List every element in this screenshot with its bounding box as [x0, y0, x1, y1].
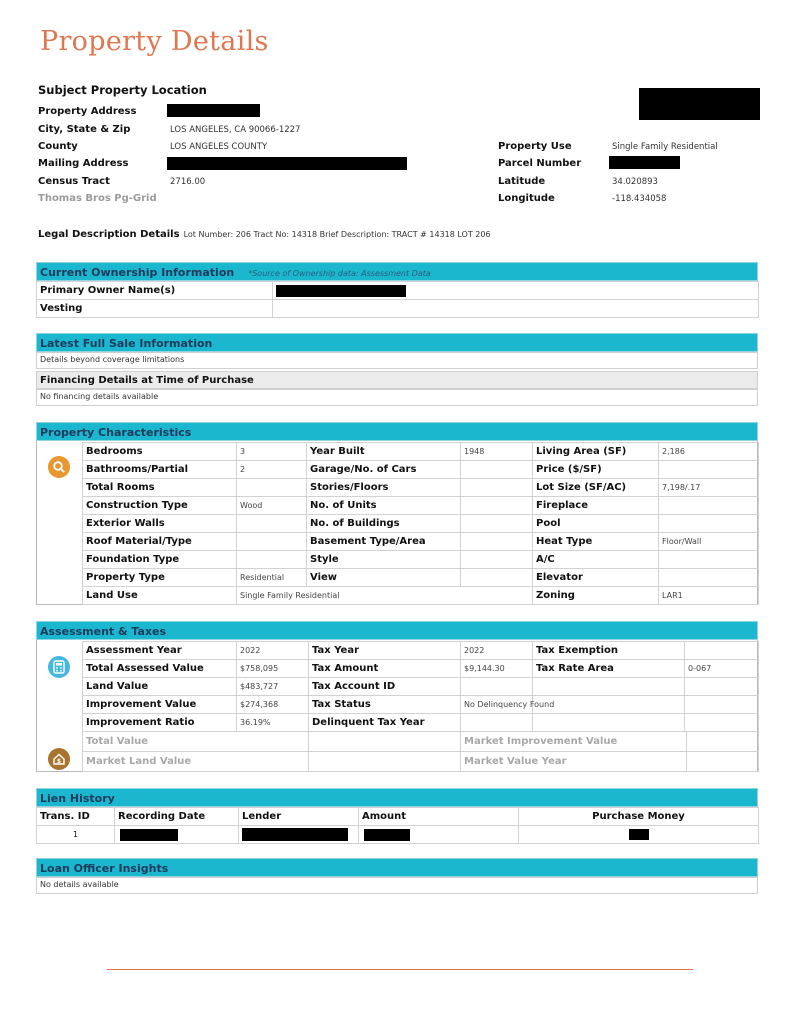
field-label [533, 678, 685, 696]
field-label: Delinquent Tax Year [309, 714, 461, 732]
footer-divider [107, 969, 693, 970]
field-label: Improvement Ratio [83, 714, 237, 732]
lien-section-header [36, 788, 758, 807]
table-row [83, 696, 759, 714]
field-value: $9,144.30 [461, 660, 533, 678]
zoning-value: LAR1 [659, 587, 759, 605]
characteristics-table [82, 442, 759, 605]
field-label: Total Assessed Value [83, 660, 237, 678]
field-label: Improvement Value [83, 696, 237, 714]
lien-table [36, 807, 759, 844]
field-value: $274,368 [237, 696, 309, 714]
redacted-property-address [167, 104, 260, 117]
field-label: A/C [533, 551, 659, 569]
field-value: Residential [237, 569, 307, 587]
lien-amount-value [359, 826, 519, 844]
redacted-lender [242, 828, 348, 841]
field-value [237, 479, 307, 497]
census-tract-label: Census Tract [38, 176, 110, 187]
field-label: Heat Type [533, 533, 659, 551]
house-dollar-icon [48, 748, 70, 770]
field-value [461, 551, 533, 569]
ownership-source-note: *Source of Ownership data: Assessment Data [248, 269, 431, 278]
field-label: Living Area (SF) [533, 443, 659, 461]
insights-header-title: Loan Officer Insights [40, 862, 169, 875]
lien-trans-id-value: 1 [37, 826, 115, 844]
field-value: No Delinquency Found [461, 696, 533, 714]
field-value: Wood [237, 497, 307, 515]
table-row [83, 678, 759, 696]
field-label: Basement Type/Area [307, 533, 461, 551]
market-land-value [309, 752, 461, 772]
insights-section-header [36, 858, 758, 877]
lien-header-title: Lien History [40, 792, 115, 805]
mailing-address-label: Mailing Address [38, 158, 129, 169]
field-label: No. of Buildings [307, 515, 461, 533]
table-row [83, 587, 759, 605]
field-label: Pool [533, 515, 659, 533]
ownership-table [36, 281, 759, 318]
field-label: Price ($/SF) [533, 461, 659, 479]
field-value: 3 [237, 443, 307, 461]
table-row [83, 714, 759, 732]
field-value: $758,095 [237, 660, 309, 678]
sale-header-title: Latest Full Sale Information [40, 337, 213, 350]
property-use-label: Property Use [498, 141, 572, 152]
primary-owner-value [273, 282, 759, 300]
ownership-header-title: Current Ownership Information [40, 266, 235, 279]
field-value: 2 [237, 461, 307, 479]
field-label: Roof Material/Type [83, 533, 237, 551]
field-label: Style [307, 551, 461, 569]
insights-value: No details available [36, 877, 758, 894]
field-value [685, 714, 759, 732]
total-value-value [309, 732, 461, 752]
table-row [83, 551, 759, 569]
table-row [83, 642, 759, 660]
field-value [461, 678, 533, 696]
legal-description-value: Lot Number: 206 Tract No: 14318 Brief Description: TRACT # 14318 LOT 206 [183, 230, 491, 239]
field-label: Elevator [533, 569, 659, 587]
lien-col-purchase-money: Purchase Money [519, 808, 759, 826]
field-value [659, 569, 759, 587]
field-value: 36.19% [237, 714, 309, 732]
field-value [461, 461, 533, 479]
lien-lender-value [239, 826, 359, 844]
market-value-table [82, 731, 759, 772]
zoning-label: Zoning [533, 587, 659, 605]
field-value: 2022 [237, 642, 309, 660]
city-state-zip-label: City, State & Zip [38, 124, 131, 135]
vesting-label: Vesting [37, 300, 273, 318]
field-value: 2,186 [659, 443, 759, 461]
field-value [237, 533, 307, 551]
financing-details-label: Financing Details at Time of Purchase [36, 371, 758, 389]
table-row [37, 282, 759, 300]
subject-heading: Subject Property Location [38, 83, 207, 97]
characteristics-section-header [36, 422, 758, 441]
lien-purchase-money-value [519, 826, 759, 844]
field-label: Foundation Type [83, 551, 237, 569]
table-row [83, 479, 759, 497]
market-year-label: Market Value Year [461, 752, 687, 772]
county-label: County [38, 141, 78, 152]
redacted-photo-block [639, 88, 760, 120]
table-row [37, 300, 759, 318]
census-tract-value: 2716.00 [170, 177, 206, 187]
table-row [37, 826, 759, 844]
assessment-header-title: Assessment & Taxes [40, 625, 167, 638]
field-value [659, 551, 759, 569]
field-label: Assessment Year [83, 642, 237, 660]
field-label: Bathrooms/Partial [83, 461, 237, 479]
field-value [685, 678, 759, 696]
financing-details-value: No financing details available [36, 389, 758, 406]
redacted-mailing-address [167, 157, 407, 170]
field-value [685, 642, 759, 660]
field-value: Floor/Wall [659, 533, 759, 551]
field-value [461, 533, 533, 551]
lien-col-recording-date: Recording Date [115, 808, 239, 826]
table-row [83, 533, 759, 551]
field-value: 2022 [461, 642, 533, 660]
field-value [659, 515, 759, 533]
market-improvement-value [687, 732, 759, 752]
field-value [659, 497, 759, 515]
field-value [685, 696, 759, 714]
field-label: View [307, 569, 461, 587]
field-label: Land Value [83, 678, 237, 696]
land-use-value: Single Family Residential [237, 587, 533, 605]
market-year-value [687, 752, 759, 772]
assessment-section-header [36, 621, 758, 640]
field-label: Tax Rate Area [533, 660, 685, 678]
field-label [533, 696, 685, 714]
table-row [83, 497, 759, 515]
field-value: 0-067 [685, 660, 759, 678]
property-use-value: Single Family Residential [612, 142, 718, 152]
table-row [83, 732, 759, 752]
field-label: Garage/No. of Cars [307, 461, 461, 479]
field-label: Year Built [307, 443, 461, 461]
field-label: Total Rooms [83, 479, 237, 497]
calculator-icon [48, 656, 70, 678]
redacted-owner-name [276, 285, 406, 297]
field-label: No. of Units [307, 497, 461, 515]
table-row [83, 443, 759, 461]
redacted-amount [364, 829, 410, 841]
redacted-parcel-number [609, 156, 680, 169]
page-title: Property Details [40, 26, 269, 57]
table-row [37, 808, 759, 826]
lien-col-amount: Amount [359, 808, 519, 826]
lien-recording-date-value [115, 826, 239, 844]
vesting-value [273, 300, 759, 318]
field-value [461, 714, 533, 732]
redacted-purchase-money [629, 829, 649, 840]
field-label: Property Type [83, 569, 237, 587]
redacted-recording-date [120, 829, 178, 841]
market-improvement-label: Market Improvement Value [461, 732, 687, 752]
field-label: Tax Status [309, 696, 461, 714]
city-state-zip-value: LOS ANGELES, CA 90066-1227 [170, 125, 301, 135]
field-label [533, 714, 685, 732]
field-label: Construction Type [83, 497, 237, 515]
legal-description-label: Legal Description Details [38, 229, 180, 240]
table-row [83, 660, 759, 678]
field-label: Tax Account ID [309, 678, 461, 696]
field-value [659, 461, 759, 479]
magnifier-icon [48, 456, 70, 478]
field-value [237, 515, 307, 533]
characteristics-header-title: Property Characteristics [40, 426, 192, 439]
table-row [83, 461, 759, 479]
land-use-label: Land Use [83, 587, 237, 605]
lien-col-trans-id: Trans. ID [37, 808, 115, 826]
field-label: Tax Amount [309, 660, 461, 678]
sale-details-text: Details beyond coverage limitations [36, 352, 758, 369]
svg-text:$: $ [56, 758, 62, 766]
field-label: Lot Size (SF/AC) [533, 479, 659, 497]
field-value: $483,727 [237, 678, 309, 696]
field-value [461, 479, 533, 497]
field-label: Tax Exemption [533, 642, 685, 660]
field-value: 1948 [461, 443, 533, 461]
sale-section-header [36, 333, 758, 352]
parcel-number-label: Parcel Number [498, 158, 582, 169]
field-value [461, 497, 533, 515]
longitude-value: -118.434058 [612, 194, 667, 204]
ownership-section-header [36, 262, 758, 281]
field-value [461, 569, 533, 587]
field-value [461, 515, 533, 533]
field-label: Stories/Floors [307, 479, 461, 497]
field-label: Tax Year [309, 642, 461, 660]
field-label: Exterior Walls [83, 515, 237, 533]
thomas-bros-label: Thomas Bros Pg-Grid [38, 193, 157, 204]
table-row [83, 515, 759, 533]
field-label: Fireplace [533, 497, 659, 515]
longitude-label: Longitude [498, 193, 555, 204]
primary-owner-label: Primary Owner Name(s) [37, 282, 273, 300]
field-label: Bedrooms [83, 443, 237, 461]
legal-description [38, 229, 491, 240]
county-value: LOS ANGELES COUNTY [170, 142, 268, 152]
total-value-label: Total Value [83, 732, 309, 752]
lien-col-lender: Lender [239, 808, 359, 826]
property-address-label: Property Address [38, 106, 137, 117]
field-value: 7,198/.17 [659, 479, 759, 497]
assessment-table [82, 641, 759, 732]
field-value [237, 551, 307, 569]
market-land-label: Market Land Value [83, 752, 309, 772]
latitude-label: Latitude [498, 176, 546, 187]
table-row [83, 752, 759, 772]
latitude-value: 34.020893 [612, 177, 658, 187]
table-row [83, 569, 759, 587]
